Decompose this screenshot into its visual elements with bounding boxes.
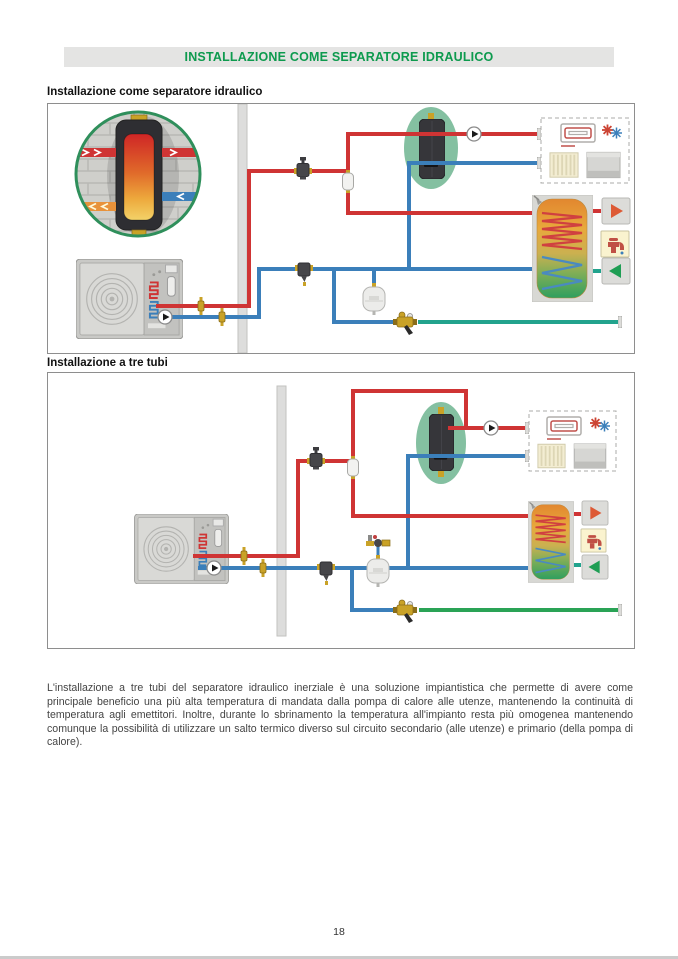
heat-pump xyxy=(76,259,183,339)
dirt-separator-valve xyxy=(295,263,313,286)
fancoil-icon xyxy=(574,444,606,468)
page-number: 18 xyxy=(333,926,345,938)
fancoil-icon xyxy=(587,152,620,177)
page-header-title: INSTALLAZIONE COME SEPARATORE IDRAULICO xyxy=(184,50,494,64)
shut-off-valve-cold xyxy=(260,559,266,577)
body-paragraph: L'installazione a tre tubi del separatore idraulico inerziale è una soluzione impiantistica che permette di avere come principale beneficio una più alta temperatura di mandata dalla pompa di calore alle utenze, mantenendo la continuità di temperatura agli emettitori. Inoltre, durante lo sbrinamento la temperatura all'impianto resta più omogenea mantenendo comunque la possibilità di utilizzare un salto termico diverso sul circuito secondario (alle utenze) e primario (della pompa di calore). xyxy=(47,682,633,749)
wall xyxy=(277,386,286,636)
section-title-three-pipe: Installazione a tre tubi xyxy=(47,357,168,369)
pipe-end-cap xyxy=(618,316,622,328)
utilities-box xyxy=(525,411,616,471)
cold-return-pipe xyxy=(160,269,540,317)
section-title-separator: Installazione come separatore idraulico xyxy=(47,86,263,98)
air-vent-valve xyxy=(294,157,312,180)
filling-valve xyxy=(393,600,417,623)
filling-valve xyxy=(393,312,417,335)
faucet-icon xyxy=(581,529,606,552)
supply-end-cap xyxy=(537,128,541,140)
storage-tank xyxy=(528,502,574,583)
cold-inlet-arrow-icon xyxy=(582,555,608,579)
return-end-cap xyxy=(525,450,529,462)
pipe-end-cap xyxy=(618,604,622,616)
dirt-separator-valve xyxy=(317,562,335,585)
storage-tank xyxy=(532,195,593,302)
check-valve xyxy=(343,170,354,193)
return-end-cap xyxy=(537,157,541,169)
faucet-icon xyxy=(601,231,629,257)
safety-group xyxy=(366,535,390,547)
air-vent-fitting xyxy=(438,407,444,415)
diagram-three-pipe-installation xyxy=(47,372,635,649)
diagram-separator-installation xyxy=(47,103,635,354)
dhw-outlet-arrow-icon xyxy=(582,501,608,525)
radiator-icon xyxy=(550,153,578,177)
cold-inlet-arrow-icon xyxy=(602,258,630,284)
hp-pump-port-icon xyxy=(207,561,221,575)
shut-off-valve-hot xyxy=(198,297,204,315)
utilities-box xyxy=(537,118,629,183)
hydraulic-separator xyxy=(429,414,454,471)
expansion-vessel xyxy=(363,283,385,315)
air-vent-fitting xyxy=(428,113,434,120)
hp-pump-port-icon xyxy=(158,310,172,324)
supply-end-cap xyxy=(525,422,529,434)
hydraulic-separator xyxy=(419,119,445,179)
circulation-pump-icon xyxy=(467,127,481,141)
check-valve xyxy=(348,456,359,479)
circulation-pump-icon xyxy=(484,421,498,435)
shut-off-valve-cold xyxy=(219,308,225,326)
separator-closeup-inset xyxy=(75,104,202,247)
air-vent-valve xyxy=(307,447,325,470)
expansion-vessel xyxy=(367,555,389,587)
dhw-outlet-arrow-icon xyxy=(602,198,630,224)
shut-off-valve-hot xyxy=(241,547,247,565)
radiator-icon xyxy=(538,444,565,468)
page-header-bar xyxy=(64,47,614,67)
